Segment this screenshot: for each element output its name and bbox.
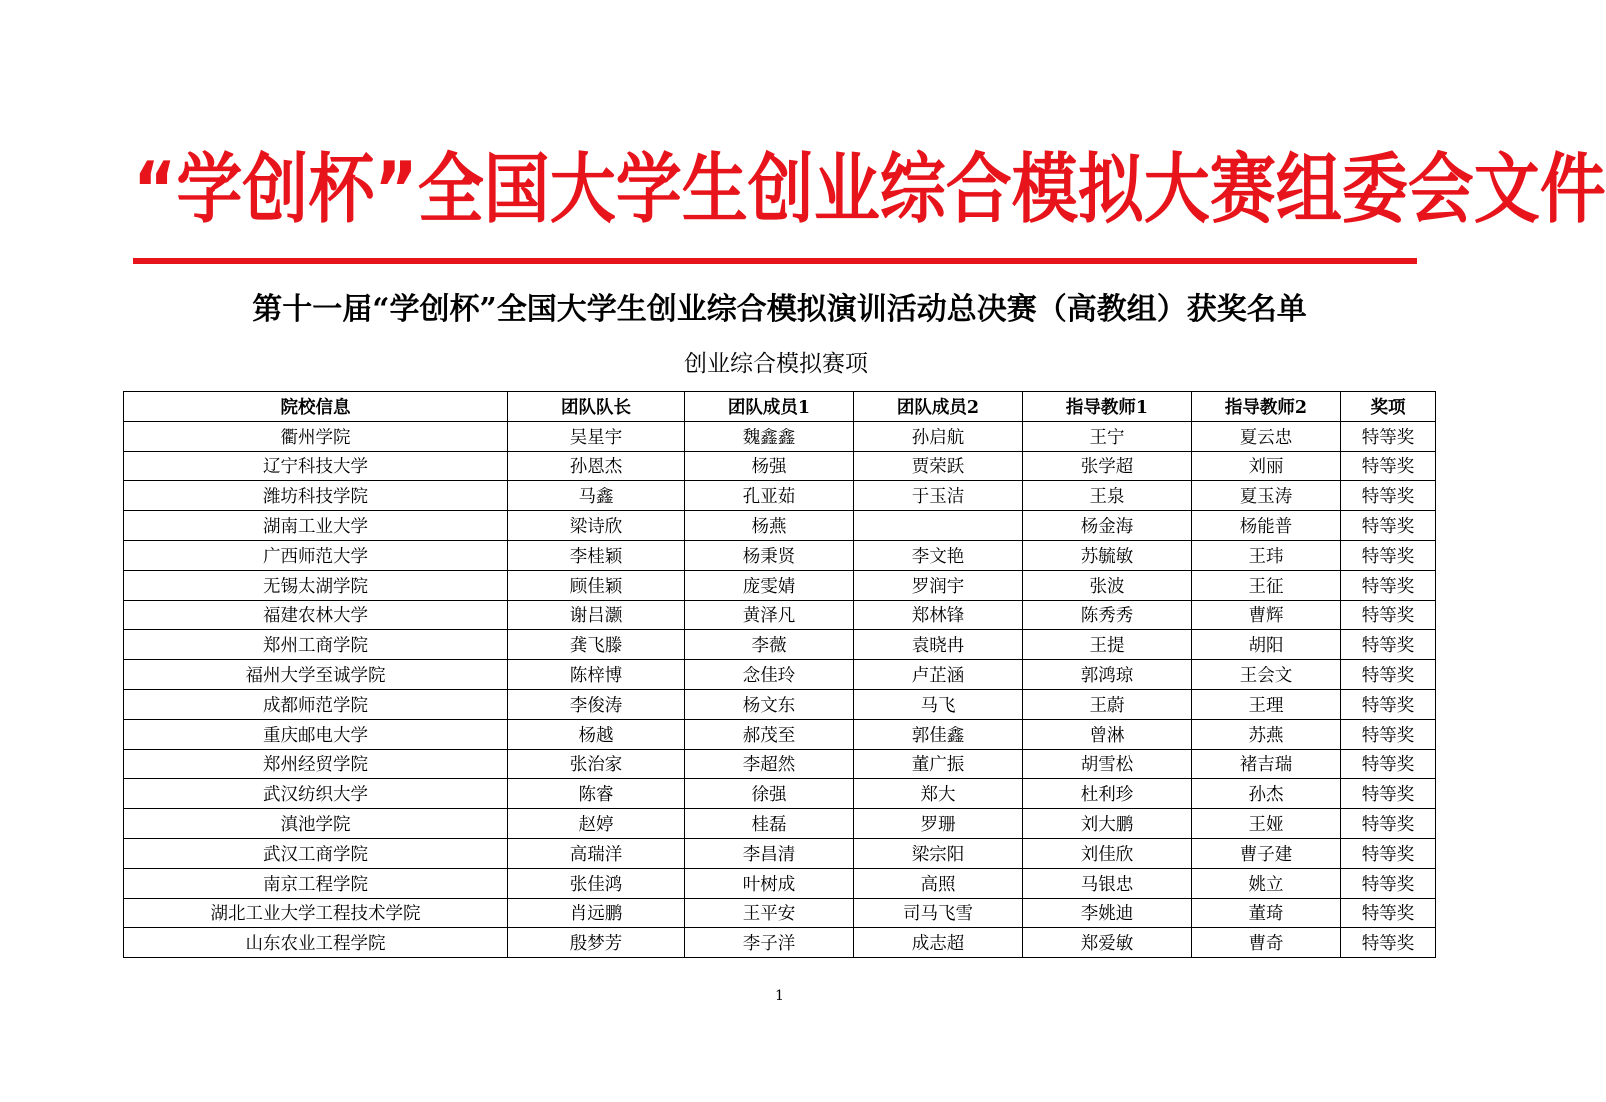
table-cell: 郑爱敏 xyxy=(1023,928,1192,958)
table-row xyxy=(124,570,1436,600)
section-title: 创业综合模拟赛项 xyxy=(684,351,868,377)
table-cell: 杨文东 xyxy=(685,689,854,719)
table-cell: 高瑞洋 xyxy=(508,838,685,868)
table-row xyxy=(124,928,1436,958)
table-cell: 于玉洁 xyxy=(854,481,1023,511)
table-cell: 李子洋 xyxy=(685,928,854,958)
document-title: 第十一届“学创杯”全国大学生创业综合模拟演训活动总决赛（高教组）获奖名单 xyxy=(252,292,1307,327)
table-cell: 卢芷涵 xyxy=(854,660,1023,690)
masthead-char: 生 xyxy=(681,145,748,234)
table-cell: 夏云忠 xyxy=(1192,421,1341,451)
red-divider xyxy=(133,258,1417,264)
masthead-char: 文 xyxy=(1473,145,1540,234)
table-cell: 魏鑫鑫 xyxy=(685,421,854,451)
table-cell: 滇池学院 xyxy=(124,809,508,839)
masthead-char: 组 xyxy=(1275,145,1342,234)
table-cell: 苏毓敏 xyxy=(1023,540,1192,570)
table-cell: 胡雪松 xyxy=(1023,749,1192,779)
table-cell: 特等奖 xyxy=(1341,570,1436,600)
table-cell: 王宁 xyxy=(1023,421,1192,451)
table-cell: 罗珊 xyxy=(854,809,1023,839)
table-cell: 王理 xyxy=(1192,689,1341,719)
table-cell: 特等奖 xyxy=(1341,540,1436,570)
table-header-row xyxy=(124,392,1436,422)
table-cell: 杜利珍 xyxy=(1023,779,1192,809)
table-cell: 李昌清 xyxy=(685,838,854,868)
column-header: 团队成员1 xyxy=(685,392,854,422)
masthead-char: 拟 xyxy=(1077,145,1144,234)
table-row xyxy=(124,719,1436,749)
table-cell xyxy=(854,511,1023,541)
masthead-char: ” xyxy=(374,145,418,234)
masthead-char: 业 xyxy=(813,145,880,234)
table-cell: 特等奖 xyxy=(1341,600,1436,630)
table-row xyxy=(124,660,1436,690)
table-cell: 特等奖 xyxy=(1341,511,1436,541)
table-row xyxy=(124,838,1436,868)
masthead-char: 模 xyxy=(1011,145,1078,234)
table-row xyxy=(124,689,1436,719)
table-cell: 杨秉贤 xyxy=(685,540,854,570)
table-cell: 杨强 xyxy=(685,451,854,481)
table-cell: 特等奖 xyxy=(1341,838,1436,868)
table-row xyxy=(124,421,1436,451)
table-cell: 董广振 xyxy=(854,749,1023,779)
table-cell: 王蔚 xyxy=(1023,689,1192,719)
table-cell: 南京工程学院 xyxy=(124,868,508,898)
table-cell: 无锡太湖学院 xyxy=(124,570,508,600)
table-cell: 郝茂至 xyxy=(685,719,854,749)
table-cell: 贾荣跃 xyxy=(854,451,1023,481)
table-cell: 成志超 xyxy=(854,928,1023,958)
column-header: 院校信息 xyxy=(124,392,508,422)
table-cell: 福州大学至诚学院 xyxy=(124,660,508,690)
masthead-char: 学 xyxy=(615,145,682,234)
table-cell: 顾佳颖 xyxy=(508,570,685,600)
table-cell: 吴星宇 xyxy=(508,421,685,451)
table-cell: 苏燕 xyxy=(1192,719,1341,749)
table-cell: 曹子建 xyxy=(1192,838,1341,868)
table-row xyxy=(124,898,1436,928)
table-cell: 特等奖 xyxy=(1341,421,1436,451)
table-cell: 辽宁科技大学 xyxy=(124,451,508,481)
column-header: 团队成员2 xyxy=(854,392,1023,422)
masthead-char: 大 xyxy=(549,145,616,234)
table-row xyxy=(124,451,1436,481)
table-row xyxy=(124,600,1436,630)
table-cell: 陈梓博 xyxy=(508,660,685,690)
table-cell: 王提 xyxy=(1023,630,1192,660)
masthead-char: 创 xyxy=(747,145,814,234)
table-cell: 叶树成 xyxy=(685,868,854,898)
table-cell: 特等奖 xyxy=(1341,779,1436,809)
table-cell: 黄泽凡 xyxy=(685,600,854,630)
table-cell: 郭佳鑫 xyxy=(854,719,1023,749)
table-cell: 王征 xyxy=(1192,570,1341,600)
table-cell: 成都师范学院 xyxy=(124,689,508,719)
table-cell: 杨金海 xyxy=(1023,511,1192,541)
masthead-char: 综 xyxy=(879,145,946,234)
table-cell: 张佳鸿 xyxy=(508,868,685,898)
masthead-char: 大 xyxy=(1143,145,1210,234)
table-cell: 杨能普 xyxy=(1192,511,1341,541)
column-header: 指导教师2 xyxy=(1192,392,1341,422)
table-cell: 张波 xyxy=(1023,570,1192,600)
table-cell: 马鑫 xyxy=(508,481,685,511)
table-cell: 肖远鹏 xyxy=(508,898,685,928)
table-cell: 袁晓冉 xyxy=(854,630,1023,660)
table-cell: 念佳玲 xyxy=(685,660,854,690)
masthead-char: 合 xyxy=(945,145,1012,234)
table-row xyxy=(124,749,1436,779)
table-cell: 刘佳欣 xyxy=(1023,838,1192,868)
table-cell: 刘丽 xyxy=(1192,451,1341,481)
table-cell: 高照 xyxy=(854,868,1023,898)
table-cell: 特等奖 xyxy=(1341,898,1436,928)
table-cell: 特等奖 xyxy=(1341,451,1436,481)
table-row xyxy=(124,809,1436,839)
table-cell: 王会文 xyxy=(1192,660,1341,690)
table-row xyxy=(124,540,1436,570)
table-cell: 李文艳 xyxy=(854,540,1023,570)
table-cell: 杨燕 xyxy=(685,511,854,541)
table-cell: 王泉 xyxy=(1023,481,1192,511)
table-cell: 张学超 xyxy=(1023,451,1192,481)
table-cell: 殷梦芳 xyxy=(508,928,685,958)
column-header: 团队队长 xyxy=(508,392,685,422)
table-cell: 郑州工商学院 xyxy=(124,630,508,660)
table-cell: 湖北工业大学工程技术学院 xyxy=(124,898,508,928)
table-cell: 胡阳 xyxy=(1192,630,1341,660)
table-cell: 龚飞滕 xyxy=(508,630,685,660)
masthead-char: 创 xyxy=(242,145,309,234)
column-header: 奖项 xyxy=(1341,392,1436,422)
table-cell: 孙启航 xyxy=(854,421,1023,451)
masthead-char: 赛 xyxy=(1209,145,1276,234)
table-cell: 杨越 xyxy=(508,719,685,749)
table-cell: 山东农业工程学院 xyxy=(124,928,508,958)
table-cell: 武汉工商学院 xyxy=(124,838,508,868)
table-cell: 陈秀秀 xyxy=(1023,600,1192,630)
table-row xyxy=(124,868,1436,898)
table-cell: 湖南工业大学 xyxy=(124,511,508,541)
column-header: 指导教师1 xyxy=(1023,392,1192,422)
table-cell: 徐强 xyxy=(685,779,854,809)
table-cell: 曹奇 xyxy=(1192,928,1341,958)
table-cell: 福建农林大学 xyxy=(124,600,508,630)
table-cell: 王平安 xyxy=(685,898,854,928)
table-cell: 孔亚茹 xyxy=(685,481,854,511)
masthead-char: 全 xyxy=(417,145,484,234)
table-cell: 特等奖 xyxy=(1341,689,1436,719)
table-cell: 李超然 xyxy=(685,749,854,779)
table-cell: 李姚迪 xyxy=(1023,898,1192,928)
table-cell: 刘大鹏 xyxy=(1023,809,1192,839)
masthead-char: 学 xyxy=(176,145,243,234)
table-cell: 特等奖 xyxy=(1341,719,1436,749)
table-cell: 特等奖 xyxy=(1341,630,1436,660)
awards-table xyxy=(123,391,1436,958)
table-cell: 孙恩杰 xyxy=(508,451,685,481)
masthead-char: 会 xyxy=(1407,145,1474,234)
masthead-char: 件 xyxy=(1539,145,1606,234)
table-cell: 特等奖 xyxy=(1341,928,1436,958)
table-cell: 赵婷 xyxy=(508,809,685,839)
table-cell: 姚立 xyxy=(1192,868,1341,898)
table-cell: 梁宗阳 xyxy=(854,838,1023,868)
table-cell: 王娅 xyxy=(1192,809,1341,839)
table-cell: 潍坊科技学院 xyxy=(124,481,508,511)
table-cell: 孙杰 xyxy=(1192,779,1341,809)
table-row xyxy=(124,481,1436,511)
masthead-char: “ xyxy=(133,145,177,234)
table-cell: 罗润宇 xyxy=(854,570,1023,600)
table-cell: 广西师范大学 xyxy=(124,540,508,570)
masthead-char: 国 xyxy=(483,145,550,234)
table-cell: 特等奖 xyxy=(1341,481,1436,511)
table-row xyxy=(124,779,1436,809)
table-cell: 特等奖 xyxy=(1341,868,1436,898)
table-row xyxy=(124,630,1436,660)
table-cell: 张治家 xyxy=(508,749,685,779)
table-cell: 郑大 xyxy=(854,779,1023,809)
table-cell: 重庆邮电大学 xyxy=(124,719,508,749)
masthead-char: 委 xyxy=(1341,145,1408,234)
table-cell: 特等奖 xyxy=(1341,749,1436,779)
table-cell: 褚吉瑞 xyxy=(1192,749,1341,779)
table-cell: 李俊涛 xyxy=(508,689,685,719)
table-cell: 李桂颖 xyxy=(508,540,685,570)
table-cell: 郭鸿琼 xyxy=(1023,660,1192,690)
table-cell: 马飞 xyxy=(854,689,1023,719)
masthead-title xyxy=(133,130,1606,250)
table-cell: 曹辉 xyxy=(1192,600,1341,630)
table-cell: 马银忠 xyxy=(1023,868,1192,898)
table-cell: 陈睿 xyxy=(508,779,685,809)
table-cell: 司马飞雪 xyxy=(854,898,1023,928)
table-cell: 特等奖 xyxy=(1341,809,1436,839)
table-cell: 桂磊 xyxy=(685,809,854,839)
table-cell: 特等奖 xyxy=(1341,660,1436,690)
table-cell: 李薇 xyxy=(685,630,854,660)
table-cell: 董琦 xyxy=(1192,898,1341,928)
table-cell: 郑州经贸学院 xyxy=(124,749,508,779)
table-cell: 武汉纺织大学 xyxy=(124,779,508,809)
table-cell: 谢吕灏 xyxy=(508,600,685,630)
table-cell: 梁诗欣 xyxy=(508,511,685,541)
table-row xyxy=(124,511,1436,541)
table-cell: 衢州学院 xyxy=(124,421,508,451)
masthead-char: 杯 xyxy=(308,145,375,234)
table-cell: 庞雯婧 xyxy=(685,570,854,600)
page-number: 1 xyxy=(775,988,784,1004)
table-cell: 郑林锋 xyxy=(854,600,1023,630)
table-cell: 曾淋 xyxy=(1023,719,1192,749)
table-cell: 夏玉涛 xyxy=(1192,481,1341,511)
table-cell: 王玮 xyxy=(1192,540,1341,570)
